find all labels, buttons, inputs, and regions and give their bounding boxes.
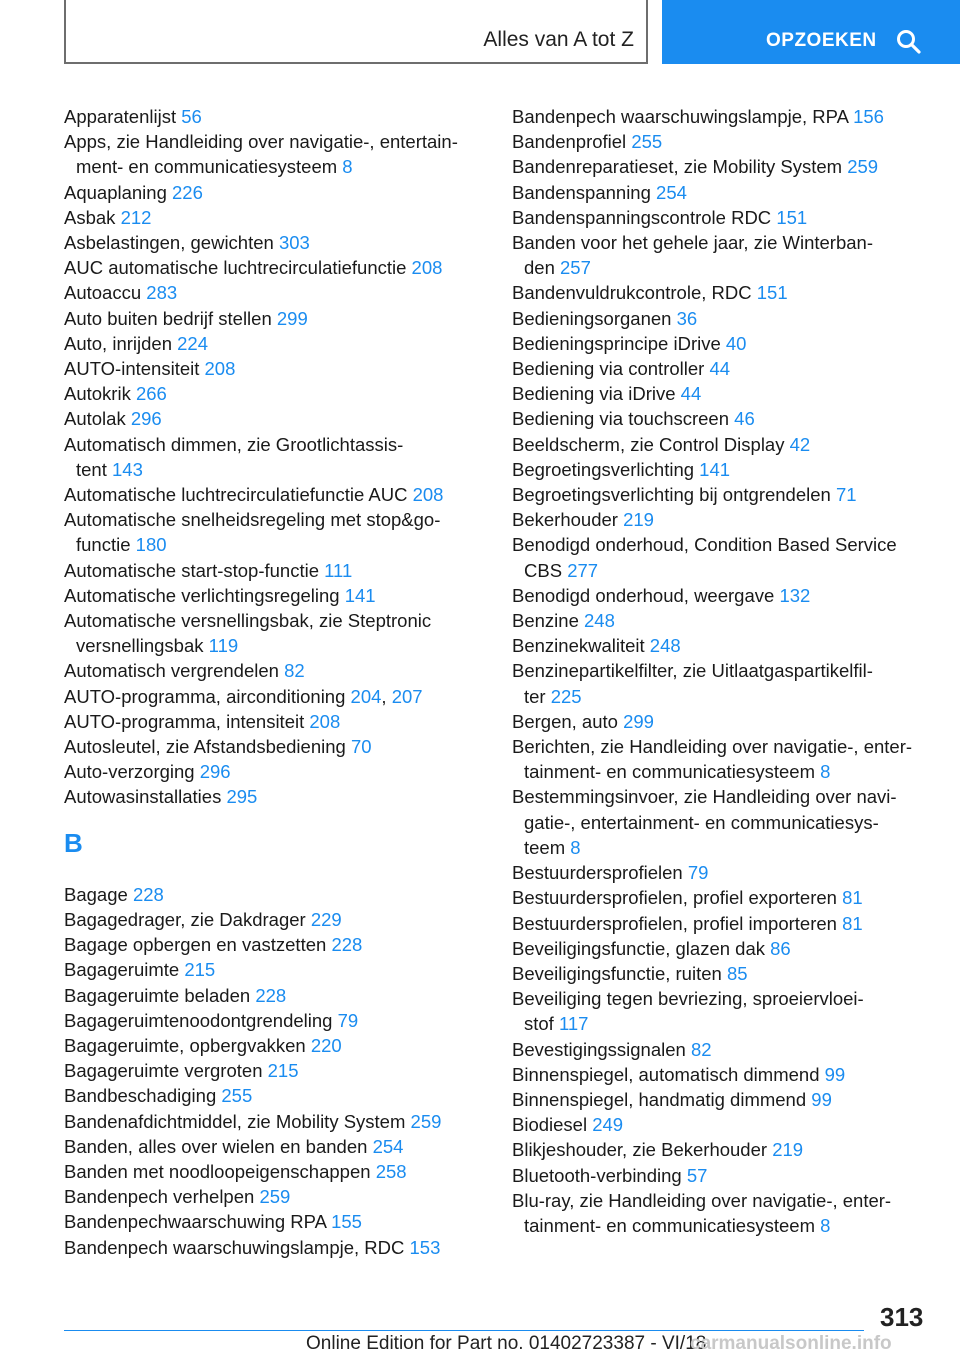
page-link[interactable]: 228 [331,934,363,956]
index-entry-term: Bagagedrager, zie Dakdrager [64,908,306,930]
index-entry-term: Beveiliging tegen bevriezing, sproeiervloei- [512,988,864,1010]
page-link[interactable]: 57 [686,1164,708,1186]
index-entry-term: Bandenspanning [512,181,651,203]
index-entry [64,406,484,431]
index-entry-term: Bekerhouder [512,509,618,531]
index-entry [512,784,932,860]
page-link[interactable]: 208 [412,484,444,506]
index-entry-term: AUC automatische luchtrecirculatiefunctie [64,257,407,279]
index-entry-term: Bagageruimte beladen [64,984,251,1006]
page-link[interactable]: 82 [284,660,305,682]
page-link[interactable]: 44 [680,383,702,405]
page-link[interactable]: 303 [278,232,310,254]
index-entry [512,381,932,406]
index-entry [512,432,932,457]
index-entry-term: Begroetingsverlichting [512,458,695,480]
index-entry-term: Benzinepartikelfilter, zie Uitlaatgaspartikelfil- [512,660,873,682]
index-entry-term: Bedieningsprincipe iDrive [512,332,721,354]
index-entry [512,734,932,784]
index-entry-term: Asbelastingen, gewichten [64,232,274,254]
index-entry [64,583,484,608]
page-link[interactable]: 42 [789,433,811,455]
page-link[interactable]: 255 [631,131,663,153]
index-entry-term: Bagageruimte vergroten [64,1060,263,1082]
index-entry-term: Bagageruimtenoodontgrendeling [64,1009,333,1031]
index-entry [512,1137,932,1162]
index-entry-term: Biodiesel [512,1114,588,1136]
index-entry-term: Bergen, auto [512,710,618,732]
index-entry [512,860,932,885]
page-link[interactable]: 228 [255,984,287,1006]
page-link[interactable]: 215 [267,1060,299,1082]
index-entry-term: Bandenpech waarschuwingslampje, RDC [64,1236,405,1258]
page-link[interactable]: 299 [623,710,654,732]
header-tab-label: Alles van A tot Z [483,28,634,51]
page-link[interactable]: 208 [411,257,443,279]
index-entry-term: Autoaccu [64,282,142,304]
index-entry [64,306,484,331]
index-entry-term: Apparatenlijst [64,106,177,127]
index-entry-term: Auto buiten bedrijf stellen [64,307,272,329]
index-entry-term: CBS [524,559,563,581]
page-link[interactable]: 40 [725,332,747,354]
index-entry-term: Bestuurdersprofielen, profiel importeren [512,912,837,934]
page-link[interactable]: 8 [820,1214,831,1236]
index-group-b-continued [512,104,932,1238]
page-link[interactable]: 299 [276,307,308,329]
page-link[interactable]: 204 [350,685,382,707]
index-entry-term: Binnenspiegel, handmatig dimmend [512,1088,807,1110]
index-entry [512,1188,932,1238]
index-entry-term: Asbak [64,206,116,228]
index-entry-term: tainment- en communicatiesysteem [524,761,815,783]
index-entry [64,957,484,982]
page-link[interactable]: 248 [584,610,615,632]
page-link[interactable]: 295 [226,786,258,808]
watermark: carmanualsonline.info [690,1333,892,1354]
index-entry-term: Benodigd onderhoud, weergave [512,584,775,606]
page-link[interactable]: 259 [410,1110,442,1132]
index-column-left [64,104,484,1260]
index-entry [512,205,932,230]
index-entry [64,1109,484,1134]
page-link[interactable]: 258 [375,1160,407,1182]
index-entry-term: Bestemmingsinvoer, zie Handleiding over navi- [512,786,897,808]
page-link[interactable]: 56 [181,106,202,127]
index-entry [512,356,932,381]
index-entry-term: AUTO-programma, intensiteit [64,710,305,732]
index-entry [64,356,484,381]
page-link[interactable]: 143 [112,458,143,480]
index-entry [64,205,484,230]
page-link[interactable]: 259 [259,1186,291,1208]
index-entry-term: Bandenvuldrukcontrole, RDC [512,282,752,304]
index-entry-term: Autosleutel, zie Afstandsbediening [64,736,346,758]
index-entry [512,1163,932,1188]
index-entry [512,507,932,532]
index-entry [64,381,484,406]
page-link[interactable]: 141 [699,458,731,480]
index-entry-term: Beeldscherm, zie Control Display [512,433,785,455]
index-entry-term: ment- en communicatiesysteem [76,156,338,178]
index-entry [512,709,932,734]
index-entry [512,1037,932,1062]
page-link[interactable]: 81 [842,912,863,934]
search-button[interactable] [662,0,960,64]
page-link[interactable]: 219 [623,509,654,531]
index-entry [512,104,932,129]
search-icon [896,29,922,55]
index-entry-term: ter [524,685,546,707]
index-entry [64,558,484,583]
page-link[interactable]: 259 [847,156,879,178]
index-entry-term: gatie-, entertainment- en communicatiesys- [524,811,879,833]
index-entry [64,129,484,179]
index-entry [512,129,932,154]
index-entry [512,280,932,305]
page-link[interactable]: 266 [135,383,167,405]
index-entry [512,1112,932,1137]
index-entry-term: Automatische luchtrecirculatiefunctie AUC [64,484,408,506]
index-entry [512,1087,932,1112]
index-entry-term: Bestuurdersprofielen, profiel exporteren [512,887,837,909]
page-link[interactable]: 79 [687,862,709,884]
index-group-a [64,104,484,810]
index-entry-term: tainment- en communicatiesysteem [524,1214,815,1236]
section-letter: B [64,827,83,858]
index-entry [64,180,484,205]
index-entry [512,154,932,179]
index-entry-term: Apps, zie Handleiding over navigatie-, entertain- [64,131,458,153]
index-entry-term: den [524,257,555,279]
index-entry-term: Banden voor het gehele jaar, zie Winterban- [512,232,873,254]
page-link[interactable]: 219 [772,1139,804,1161]
index-entry [64,1209,484,1234]
page-link[interactable]: 248 [649,635,681,657]
index-entry [64,1134,484,1159]
index-entry-term: Auto, inrijden [64,332,172,354]
page-link[interactable]: 254 [656,181,687,203]
page-link[interactable]: 8 [342,156,353,178]
index-entry-term: Bestuurdersprofielen [512,862,683,884]
page-link[interactable]: 228 [132,883,164,905]
page-link[interactable]: 296 [130,408,162,430]
index-entry [64,907,484,932]
index-entry-term: tent [76,458,107,480]
index-entry [512,406,932,431]
index-entry [512,633,932,658]
index-entry-term: Bluetooth-verbinding [512,1164,682,1186]
index-column-right [512,104,932,1238]
index-entry [64,932,484,957]
index-entry [512,986,932,1036]
page-link[interactable]: 151 [776,206,808,228]
index-entry-term: AUTO-programma, airconditioning [64,685,346,707]
index-entry [512,331,932,356]
index-entry-term: Bandenreparatieset, zie Mobility System [512,156,843,178]
index-entry [64,608,484,658]
page-link[interactable]: 212 [120,206,152,228]
index-entry [512,961,932,986]
page-link[interactable]: 156 [853,106,884,127]
index-entry-term: Beveiligingsfunctie, glazen dak [512,937,765,959]
index-entry-term: Benzine [512,610,579,632]
page-link[interactable]: 99 [824,1063,846,1085]
index-entry-term: Bandenpechwaarschuwing RPA [64,1211,326,1233]
index-entry-term: AUTO-intensiteit [64,358,200,380]
page-link[interactable]: 85 [726,962,748,984]
page-link[interactable]: 180 [135,534,167,556]
index-entry-term: Automatische versnellingsbak, zie Steptronic [64,610,432,632]
page-link[interactable]: 277 [567,559,599,581]
search-button-label: OPZOEKEN [766,30,877,51]
index-entry-term: Auto-verzorging [64,761,195,783]
index-entry-term: Bandbeschadiging [64,1085,217,1107]
page-link[interactable]: 117 [558,1013,589,1035]
index-entry-term: Blu-ray, zie Handleiding over navigatie-, enter- [512,1189,892,1211]
page-link[interactable]: 254 [372,1135,404,1157]
page-link[interactable]: 215 [184,959,216,981]
page-link[interactable]: 81 [842,887,863,909]
index-entry [64,432,484,482]
index-entry-term: functie [76,534,131,556]
index-entry-term: Automatisch dimmen, zie Grootlichtassis- [64,433,404,455]
index-entry [512,457,932,482]
index-entry-term: Automatische snelheidsregeling met stop&go- [64,509,441,531]
page-link[interactable]: 207 [391,685,423,707]
index-entry [512,936,932,961]
index-entry [64,1235,484,1260]
index-entry [64,658,484,683]
page-number: 313 [880,1302,924,1332]
page-link[interactable]: 141 [344,584,376,606]
index-entry [512,230,932,280]
index-entry [64,734,484,759]
index-entry [64,882,484,907]
index-entry-term: Autowasinstallaties [64,786,222,808]
index-entry [512,658,932,708]
page-link[interactable]: 119 [208,635,239,657]
index-entry [64,1083,484,1108]
index-entry-term: Aquaplaning [64,181,167,203]
page-link[interactable]: 71 [835,484,857,506]
index-entry [64,1159,484,1184]
index-entry [64,709,484,734]
page-link[interactable]: 44 [709,358,731,380]
page-link[interactable]: 225 [550,685,582,707]
page-link[interactable]: 257 [560,257,591,279]
index-entry [512,482,932,507]
index-entry [64,1184,484,1209]
index-entry-term: Bagage opbergen en vastzetten [64,934,327,956]
index-entry-term: Autolak [64,408,126,430]
index-entry [64,1008,484,1033]
page-link[interactable]: 208 [309,710,341,732]
page-link[interactable]: 99 [811,1088,832,1110]
index-entry-term: Berichten, zie Handleiding over navigatie-, enter- [512,736,913,758]
index-entry: AUTO-programma, airconditioning 204, 207 [64,685,423,707]
index-entry-term: versnellingsbak [76,635,204,657]
index-entry-term: Bediening via controller [512,358,705,380]
page-link[interactable]: 208 [204,358,236,380]
page-link[interactable]: 111 [324,559,353,581]
page-link[interactable]: 132 [779,584,811,606]
index-entry [64,255,484,280]
page-link[interactable]: 82 [690,1038,712,1060]
page-link[interactable]: 8 [820,761,831,783]
index-entry-term: Bandenpech waarschuwingslampje, RPA [512,106,848,127]
page-link[interactable]: 153 [409,1236,441,1258]
page-link[interactable]: 70 [350,736,372,758]
index-entry-term: Binnenspiegel, automatisch dimmend [512,1063,820,1085]
index-entry-term: Bagageruimte [64,959,180,981]
index-entry [64,759,484,784]
header-tab[interactable] [64,0,648,64]
index-entry [64,1058,484,1083]
page-link[interactable]: 226 [172,181,203,203]
index-entry-term: Begroetingsverlichting bij ontgrendelen [512,484,831,506]
index-entry-term: Bagageruimte, opbergvakken [64,1034,306,1056]
index-entry [512,532,932,582]
index-entry-term: Bandenspanningscontrole RDC [512,206,772,228]
page-link[interactable]: 155 [331,1211,362,1233]
page-link[interactable]: 8 [570,836,581,858]
page-link[interactable]: 296 [199,761,231,783]
index-entry-term: Banden met noodloopeigenschappen [64,1160,371,1182]
index-entry [64,983,484,1008]
index-entry-term: Banden, alles over wielen en banden [64,1135,368,1157]
index-entry [512,583,932,608]
footer-edition-text: Online Edition for Part no. 01402723387 - VI/18 [306,1333,707,1354]
page-link[interactable]: 151 [756,282,788,304]
index-entry [512,885,932,910]
index-entry [512,911,932,936]
index-entry [64,1033,484,1058]
page-link[interactable]: 255 [221,1085,253,1107]
page-link[interactable]: 220 [310,1034,342,1056]
index-entry [64,784,484,809]
index-entry [64,230,484,255]
index-entry [512,1062,932,1087]
page-link[interactable]: 36 [676,307,698,329]
index-entry-term: Beveiligingsfunctie, ruiten [512,962,722,984]
index-entry-term: Bediening via touchscreen [512,408,730,430]
index-entry-term: Automatische verlichtingsregeling [64,584,340,606]
index-entry-term: Bandenprofiel [512,131,627,153]
page-link[interactable]: 229 [310,908,342,930]
index-entry-term: Automatische start-stop-functie [64,559,319,581]
index-group-b [64,882,484,1260]
index-entry [512,180,932,205]
index-entry [64,482,484,507]
index-entry [64,331,484,356]
index-entry-term: Automatisch vergrendelen [64,660,279,682]
footer-divider [64,1330,864,1331]
index-entry-term: Autokrik [64,383,131,405]
index-entry [512,608,932,633]
index-entry-term: Bandenafdichtmiddel, zie Mobility System [64,1110,406,1132]
index-entry [512,306,932,331]
index-entry-term: stof [524,1013,554,1035]
index-entry-term: Bandenpech verhelpen [64,1186,255,1208]
index-entry-term: Bevestigingssignalen [512,1038,686,1060]
index-entry-term: teem [524,836,566,858]
index-entry-term: Benodigd onderhoud, Condition Based Service [512,534,897,556]
page-link[interactable]: 224 [177,332,208,354]
index-entry [64,280,484,305]
index-entry-term: Benzinekwaliteit [512,635,645,657]
index-entry-term: Blikjeshouder, zie Bekerhouder [512,1139,768,1161]
index-entry-term: Bagage [64,883,128,905]
page-link[interactable]: 283 [146,282,178,304]
page-link[interactable]: 79 [337,1009,359,1031]
page-link[interactable]: 46 [734,408,755,430]
index-entry-term: Bediening via iDrive [512,383,676,405]
page-link[interactable]: 86 [770,937,791,959]
index-entry-term: Bedieningsorganen [512,307,672,329]
index-entry [64,507,484,557]
index-entry [64,104,484,129]
page-link[interactable]: 249 [592,1114,624,1136]
